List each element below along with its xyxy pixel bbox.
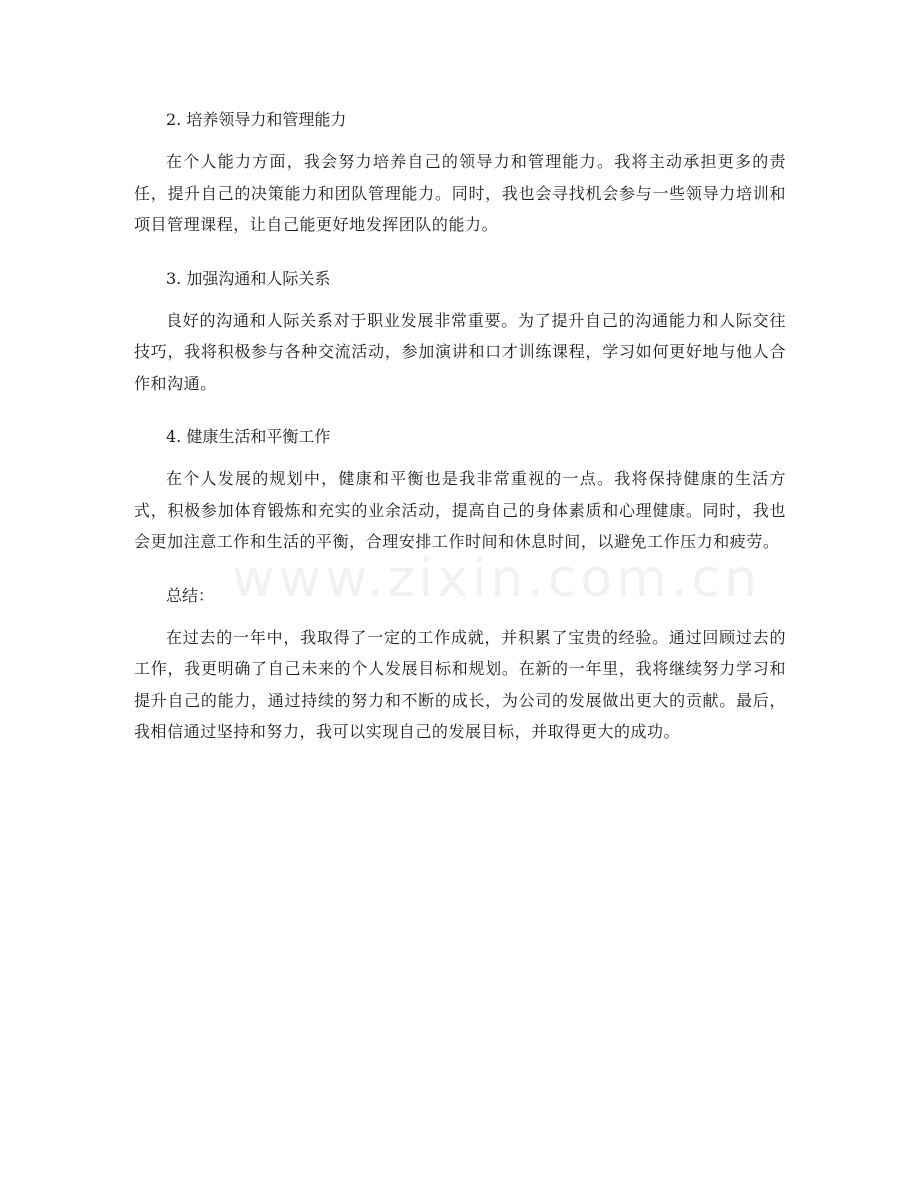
watermark-text: www.zixin.com.cn bbox=[232, 549, 761, 609]
section-heading-leadership: 2. 培养领导力和管理能力 bbox=[166, 110, 347, 129]
section-heading-communication: 3. 加强沟通和人际关系 bbox=[166, 268, 331, 288]
section-paragraph-health: 在个人发展的规划中，健康和平衡也是我非常重视的一点。我将保持健康的生活方式，积极参加体育锻炼和充实的业余活动，提高自己的身体素质和心理健康。同时，我也会更加注意工作和生活的平衡，合理安排工作时间和休息时间，以避免工作压力和疲劳。 bbox=[134, 469, 786, 551]
summary-paragraph: 在过去的一年中，我取得了一定的工作成就，并积累了宝贵的经验。通过回顾过去的工作，我更明确了自己未来的个人发展目标和规划。在新的一年里，我将继续努力学习和提升自己的能力，通过持续的努力和不断的成长，为公司的发展做出更大的贡献。最后，我相信通过坚持和努力，我可以实现自己的发展目标，并取得更大的成功。 bbox=[134, 627, 786, 741]
section-paragraph-leadership: 在个人能力方面，我会努力培养自己的领导力和管理能力。我将主动承担更多的责任，提升自己的决策能力和团队管理能力。同时，我也会寻找机会参与一些领导力培训和项目管理课程，让自己能更好地发挥团队的能力。 bbox=[134, 152, 786, 234]
section-paragraph-communication: 良好的沟通和人际关系对于职业发展非常重要。为了提升自己的沟通能力和人际交往技巧，我将积极参与各种交流活动，参加演讲和口才训练课程，学习如何更好地与他人合作和沟通。 bbox=[134, 310, 786, 393]
summary-heading: 总结： bbox=[166, 585, 215, 605]
section-heading-health: 4. 健康生活和平衡工作 bbox=[166, 427, 331, 446]
document-body bbox=[134, 104, 786, 748]
